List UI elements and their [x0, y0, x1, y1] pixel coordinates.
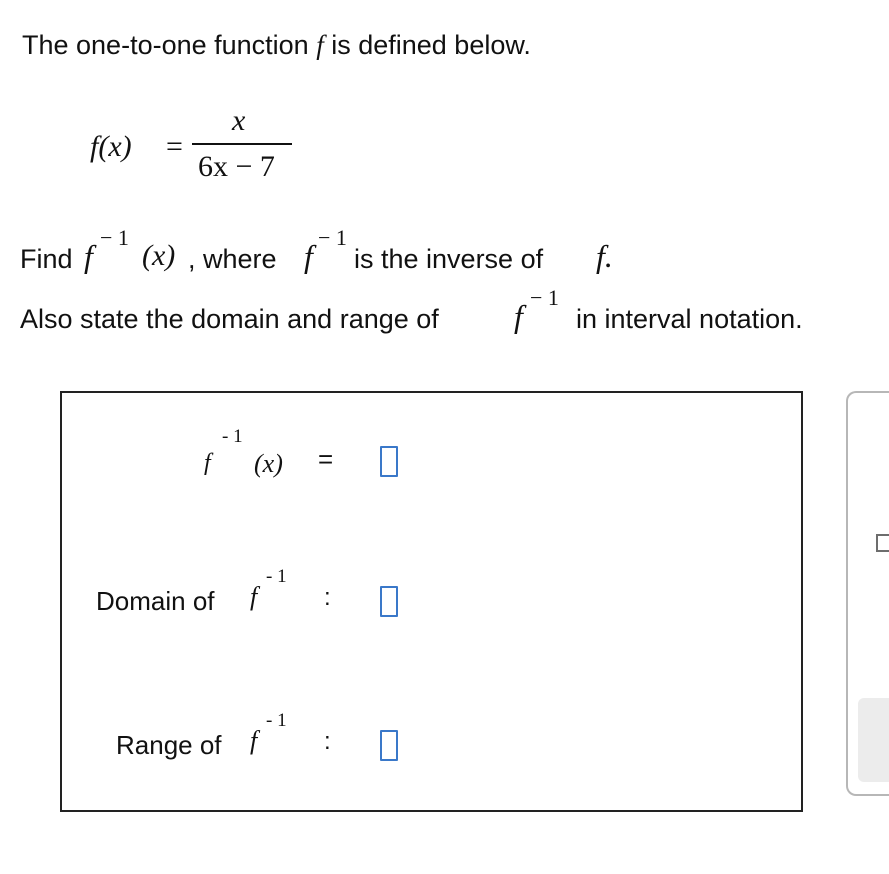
- where-f: f: [304, 238, 313, 274]
- inverse-of-f: f.: [596, 238, 613, 274]
- fraction-bar: [192, 143, 292, 145]
- row1-exponent: - 1: [222, 426, 243, 447]
- domain-exponent: - 1: [266, 566, 287, 587]
- row1-f: f: [204, 450, 211, 476]
- interval-notation-label: in interval notation.: [576, 304, 803, 334]
- fraction-denominator: 6x − 7: [198, 150, 275, 183]
- range-answer-input[interactable]: [380, 730, 398, 761]
- domain-colon: :: [324, 584, 331, 611]
- range-f: f: [250, 726, 258, 755]
- where-inverse-exponent: − 1: [318, 225, 347, 250]
- intro-text-b: is defined below.: [323, 30, 531, 60]
- is-inverse-label: is the inverse of: [354, 244, 544, 274]
- also-f: f: [514, 298, 523, 334]
- find-inverse-exponent: − 1: [100, 225, 129, 250]
- find-f: f: [84, 238, 93, 274]
- intro-text-a: The one-to-one function: [22, 30, 317, 60]
- also-label: Also state the domain and range of: [20, 304, 439, 334]
- domain-f: f: [250, 582, 258, 611]
- row1-arg: (x): [254, 449, 283, 478]
- definition-f: f: [90, 130, 99, 163]
- range-exponent: - 1: [266, 710, 287, 731]
- inverse-answer-input[interactable]: [380, 446, 398, 477]
- find-arg: (x): [142, 239, 176, 272]
- definition-arg: (x): [98, 130, 132, 163]
- intro-text: [22, 30, 531, 61]
- definition-equals: =: [166, 130, 183, 163]
- domain-label: Domain of: [96, 586, 215, 616]
- interval-bracket-icon[interactable]: [876, 534, 889, 552]
- function-symbol: f: [316, 30, 324, 60]
- row1-equals: =: [318, 444, 334, 474]
- also-inverse-exponent: − 1: [530, 285, 559, 310]
- side-tool-button[interactable]: [858, 698, 889, 782]
- fraction-numerator: x: [232, 104, 246, 137]
- where-label: , where: [188, 244, 277, 274]
- domain-answer-input[interactable]: [380, 586, 398, 617]
- range-label: Range of: [116, 730, 222, 760]
- definition-lhs: [90, 130, 132, 164]
- range-colon: :: [324, 728, 331, 755]
- find-label: Find: [20, 244, 73, 274]
